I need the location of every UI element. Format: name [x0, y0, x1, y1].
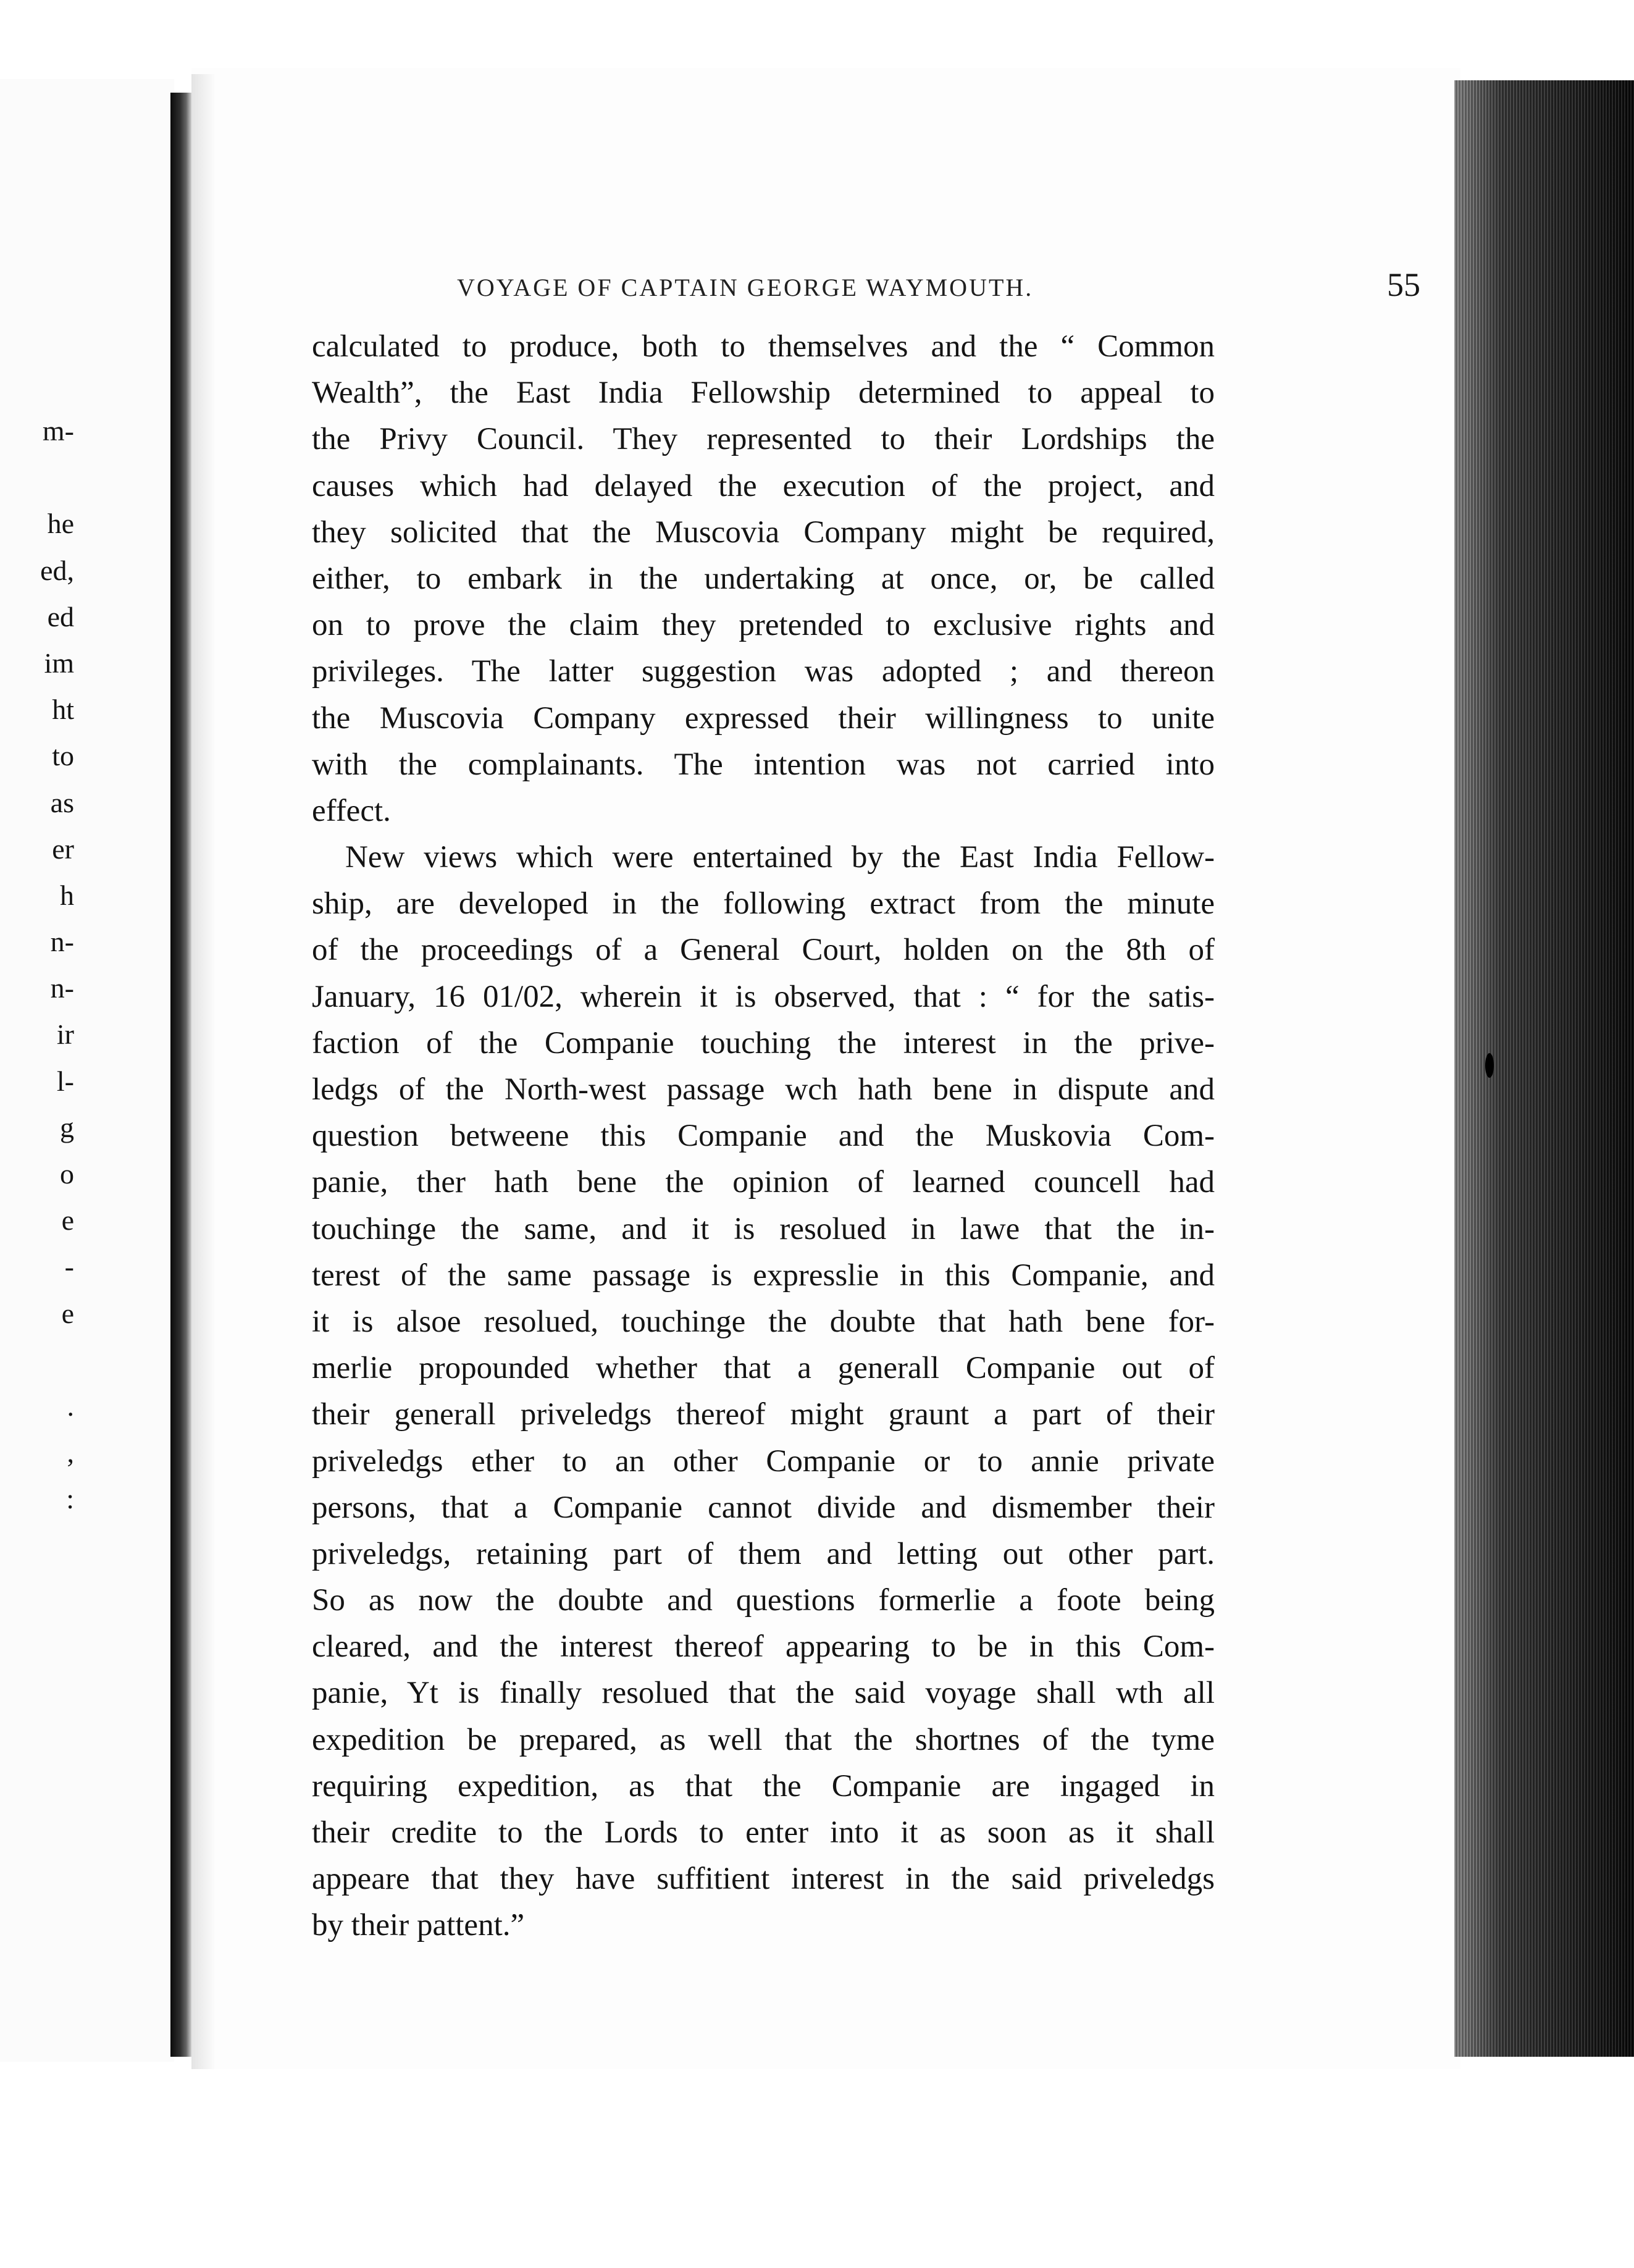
text-line: ledgs of the North-west passage wch hath bene in dispute and: [312, 1072, 1215, 1107]
text-line: their credite to the Lords to enter into it as soon as it shall: [312, 1815, 1215, 1850]
text-line: persons, that a Companie cannot divide and dismember their: [312, 1490, 1215, 1525]
fragment-line: ,: [67, 1437, 74, 1469]
text-line: cleared, and the interest thereof appearing to be in this Com-: [312, 1629, 1215, 1665]
gutter-shadow: [191, 74, 216, 2069]
page-number: 55: [1387, 266, 1420, 303]
fragment-line: [0, 1522, 74, 1569]
fragment-line: to: [52, 740, 74, 772]
fragment-line: ht: [52, 694, 74, 726]
text-line: Wealth”, the East India Fellowship determined to appeal to: [312, 376, 1215, 411]
fragment-line: h: [60, 879, 74, 911]
text-line: requiring expedition, as that the Companie are ingaged in: [312, 1768, 1215, 1804]
text-line: their generall priveledgs thereof might graunt a part of their: [312, 1397, 1215, 1432]
text-line: ship, are developed in the following extract from the minute: [312, 886, 1215, 922]
running-head: [457, 266, 1420, 304]
text-line: terest of the same passage is expresslie in this Companie, and: [312, 1258, 1215, 1293]
fragment-line: as: [50, 786, 74, 818]
running-title: VOYAGE OF CAPTAIN GEORGE WAYMOUTH.: [457, 274, 1034, 301]
fragment-line: n-: [50, 926, 74, 958]
text-line: on to prove the claim they pretended to exclusive rights and: [312, 608, 1215, 643]
text-line: New views which were entertained by the East India Fellow-: [345, 840, 1215, 875]
text-line: causes which had delayed the execution of the project, and: [312, 468, 1215, 503]
fragment-line: l-: [56, 1065, 74, 1097]
fragment-line: he: [47, 508, 74, 540]
paragraph: [312, 324, 1215, 834]
text-line: calculated to produce, both to themselves and the “ Common: [312, 329, 1215, 364]
fragment-line: :: [66, 1483, 74, 1515]
facing-page: [0, 79, 174, 2062]
paragraph: [312, 834, 1215, 1949]
body-text: [312, 324, 1215, 1949]
fragment-line: ed: [47, 600, 74, 632]
book-gutter: [170, 93, 191, 2057]
text-line: they solicited that the Muscovia Company might be required,: [312, 514, 1215, 550]
text-line: expedition be prepared, as well that the shortnes of the tyme: [312, 1722, 1215, 1757]
fragment-line: im: [44, 647, 74, 679]
text-line: faction of the Companie touching the interest in the prive-: [312, 1025, 1215, 1060]
text-line: priveledgs, retaining part of them and letting out other part.: [312, 1536, 1215, 1571]
text-line: touchinge the same, and it is resolued in lawe that the in-: [312, 1211, 1215, 1246]
text-line: panie, ther hath bene the opinion of learned councell had: [312, 1165, 1215, 1200]
book-fore-edge: [1454, 80, 1634, 2057]
fragment-line: -: [64, 1251, 74, 1283]
text-line: the Muscovia Company expressed their willingness to unite: [312, 700, 1215, 736]
fragment-line: n-: [50, 972, 74, 1004]
text-line: So as now the doubte and questions formerlie a foote being: [312, 1583, 1215, 1618]
text-line: privileges. The latter suggestion was adopted ; and thereon: [312, 654, 1215, 689]
ink-spot: [1485, 1053, 1494, 1078]
text-line: by their pattent.”: [312, 1908, 525, 1943]
text-line: merlie propounded whether that a generall Companie out of: [312, 1351, 1215, 1386]
text-line: it is alsoe resolued, touchinge the doubte that hath bene for-: [312, 1304, 1215, 1339]
fragment-line: ed,: [40, 554, 74, 586]
fragment-line: e: [61, 1297, 74, 1329]
fragment-line: g: [60, 1111, 74, 1143]
fragment-line: [0, 454, 74, 500]
facing-page-text-fragments: [0, 408, 74, 1569]
fragment-line: [0, 1337, 74, 1383]
text-line: question betweene this Companie and the Muskovia Com-: [312, 1119, 1215, 1154]
text-line: of the proceedings of a General Court, holden on the 8th of: [312, 933, 1215, 968]
text-line: appeare that they have suffitient interest in the said priveledgs: [312, 1862, 1215, 1897]
fragment-line: .: [67, 1390, 74, 1422]
fragment-line: o: [60, 1158, 74, 1190]
fragment-line: er: [52, 833, 74, 865]
text-line: either, to embark in the undertaking at once, or, be called: [312, 561, 1215, 596]
fragment-line: ir: [56, 1018, 74, 1051]
text-line: the Privy Council. They represented to their Lordships the: [312, 422, 1215, 457]
text-line: January, 16 01/02, wherein it is observed, that : “ for the satis-: [312, 979, 1215, 1014]
fragment-line: m-: [42, 415, 74, 447]
text-line: effect.: [312, 793, 391, 828]
text-line: panie, Yt is finally resolued that the said voyage shall wth all: [312, 1676, 1215, 1711]
text-line: priveledgs ether to an other Companie or to annie private: [312, 1443, 1215, 1479]
text-line: with the complainants. The intention was not carried into: [312, 747, 1215, 782]
fragment-line: e: [61, 1204, 74, 1237]
